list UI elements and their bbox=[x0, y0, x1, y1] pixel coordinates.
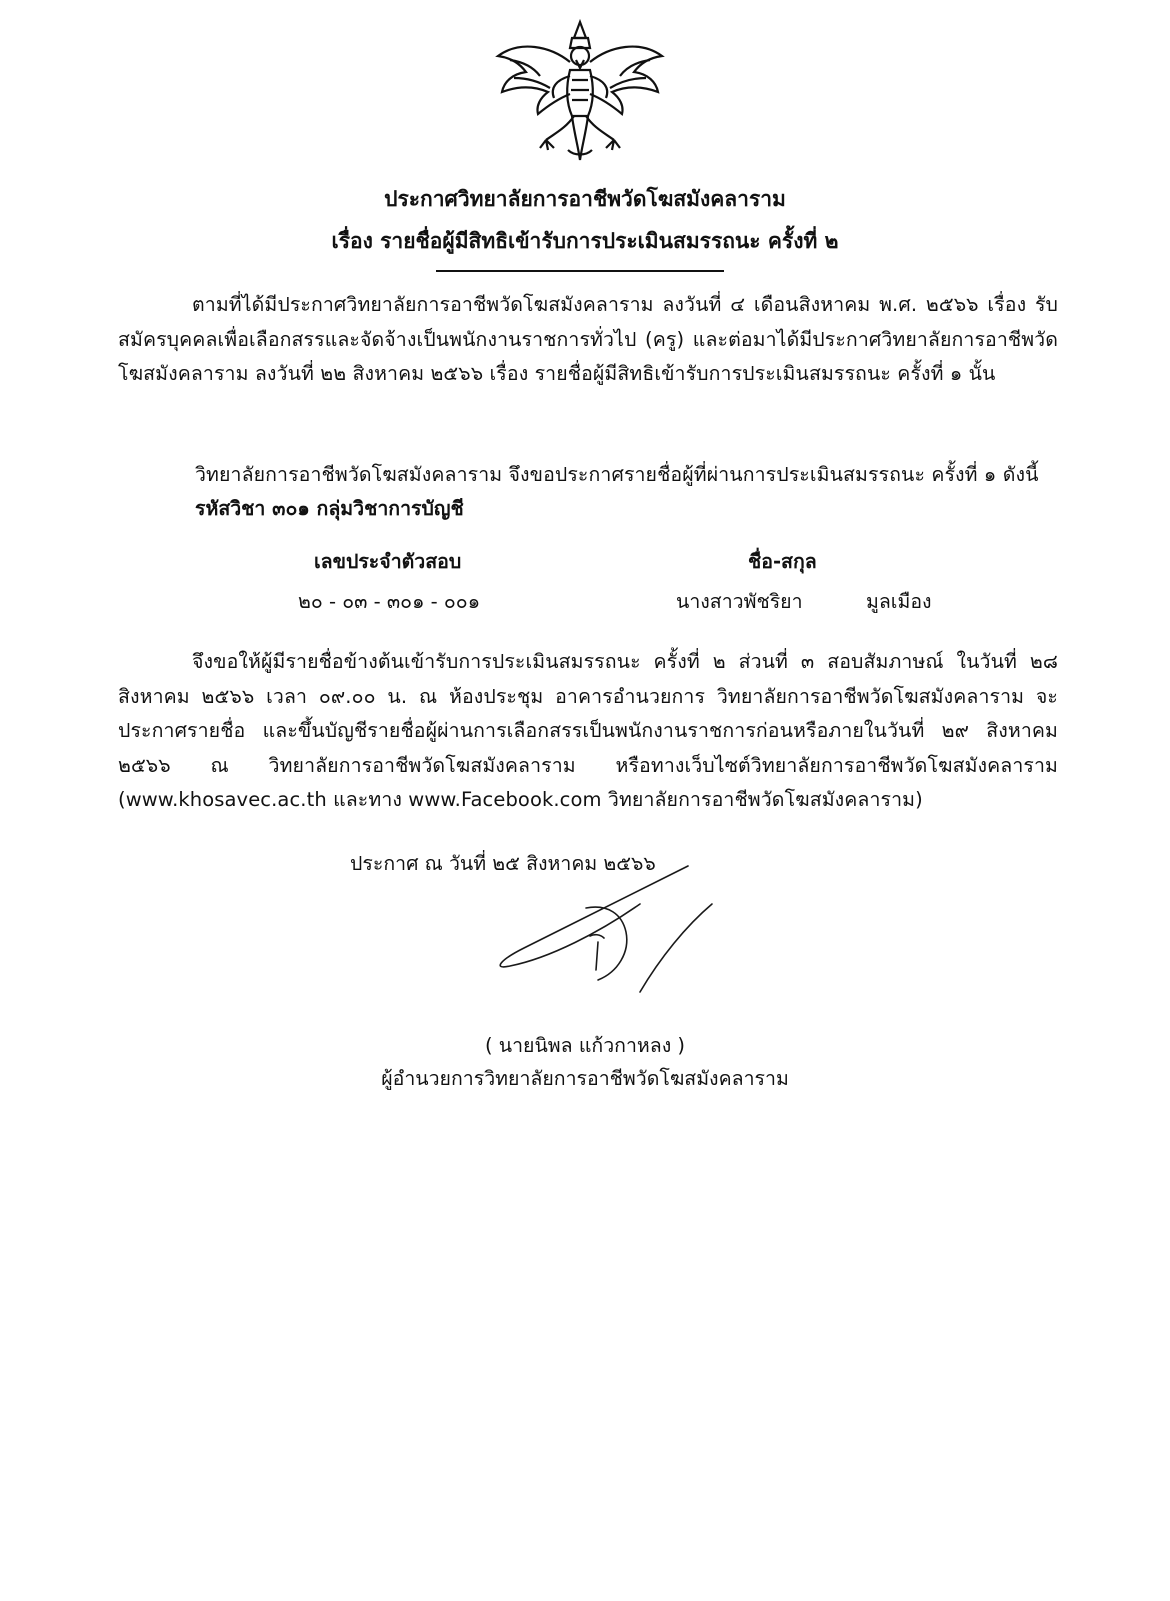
table-header-name: ชื่อ-สกุล bbox=[748, 550, 817, 573]
signer-position: ผู้อำนวยการวิทยาลัยการอาชีพวัดโฆสมังคลาราม bbox=[381, 1067, 789, 1090]
subject-code: รหัสวิชา ๓๐๑ กลุ่มวิชาการบัญชี bbox=[195, 497, 464, 520]
title-divider bbox=[436, 270, 724, 272]
table-cell-exam-id: ๒๐ - ๐๓ - ๓๐๑ - ๐๐๑ bbox=[298, 590, 481, 613]
paragraph-background bbox=[118, 288, 1058, 392]
document-title: ประกาศวิทยาลัยการอาชีพวัดโฆสมังคลาราม bbox=[384, 187, 786, 211]
handwritten-signature bbox=[490, 860, 735, 1000]
table-cell-first-name: นางสาวพัชริยา bbox=[676, 590, 803, 613]
table-header-exam-id: เลขประจำตัวสอบ bbox=[314, 550, 462, 573]
signer-name: ( นายนิพล แก้วกาหลง ) bbox=[484, 1034, 686, 1057]
garuda-emblem-icon bbox=[490, 16, 670, 166]
announce-date: ประกาศ ณ วันที่ ๒๕ สิงหาคม ๒๕๖๖ bbox=[350, 852, 656, 875]
document-title-block bbox=[0, 178, 1170, 262]
paragraph-instructions-text: จึงขอให้ผู้มีรายชื่อข้างต้นเข้ารับการประเมินสมรรถนะ ครั้งที่ ๒ ส่วนที่ ๓ สอบสัมภาษณ์ ในวันที่ ๒๘ สิงหาคม ๒๕๖๖ เวลา ๐๙.๐๐ น. ณ ห้องประชุม อาคารอำนวยการ วิทยาลัยการอาชีพวัดโฆสมังคลาราม จะประกาศรายชื่อ และขึ้นบัญชีรายชื่อผู้ผ่านการเลือกสรรเป็นพนักงานราชการก่อนหรือภายในวันที่ ๒๙ สิงหาคม ๒๕๖๖ ณ วิทยาลัยการอาชีพวัดโฆสมังคลาราม หรือทางเว็บไซต์วิทยาลัยการอาชีพวัดโฆสมังคลาราม (www.khosavec.ac.th และทาง www.Facebook.com วิทยาลัยการอาชีพวัดโฆสมังคลาราม) bbox=[118, 650, 1058, 811]
paragraph-announcement: วิทยาลัยการอาชีพวัดโฆสมังคลาราม จึงขอประกาศรายชื่อผู้ที่ผ่านการประเมินสมรรถนะ ครั้งที่ ๑ ดังนี้ bbox=[195, 463, 1039, 486]
paragraph-instructions bbox=[118, 645, 1058, 818]
table-cell-last-name: มูลเมือง bbox=[866, 590, 932, 613]
document-subject: เรื่อง รายชื่อผู้มีสิทธิเข้ารับการประเมินสมรรถนะ ครั้งที่ ๒ bbox=[331, 229, 839, 253]
paragraph-background-text: ตามที่ได้มีประกาศวิทยาลัยการอาชีพวัดโฆสมังคลาราม ลงวันที่ ๔ เดือนสิงหาคม พ.ศ. ๒๕๖๖ เรื่อง รับสมัครบุคคลเพื่อเลือกสรรและจัดจ้างเป็นพนักงานราชการทั่วไป (ครู) และต่อมาได้มีประกาศวิทยาลัยการอาชีพวัดโฆสมังคลาราม ลงวันที่ ๒๒ สิงหาคม ๒๕๖๖ เรื่อง รายชื่อผู้มีสิทธิเข้ารับการประเมินสมรรถนะ ครั้งที่ ๑ นั้น bbox=[118, 293, 1058, 385]
